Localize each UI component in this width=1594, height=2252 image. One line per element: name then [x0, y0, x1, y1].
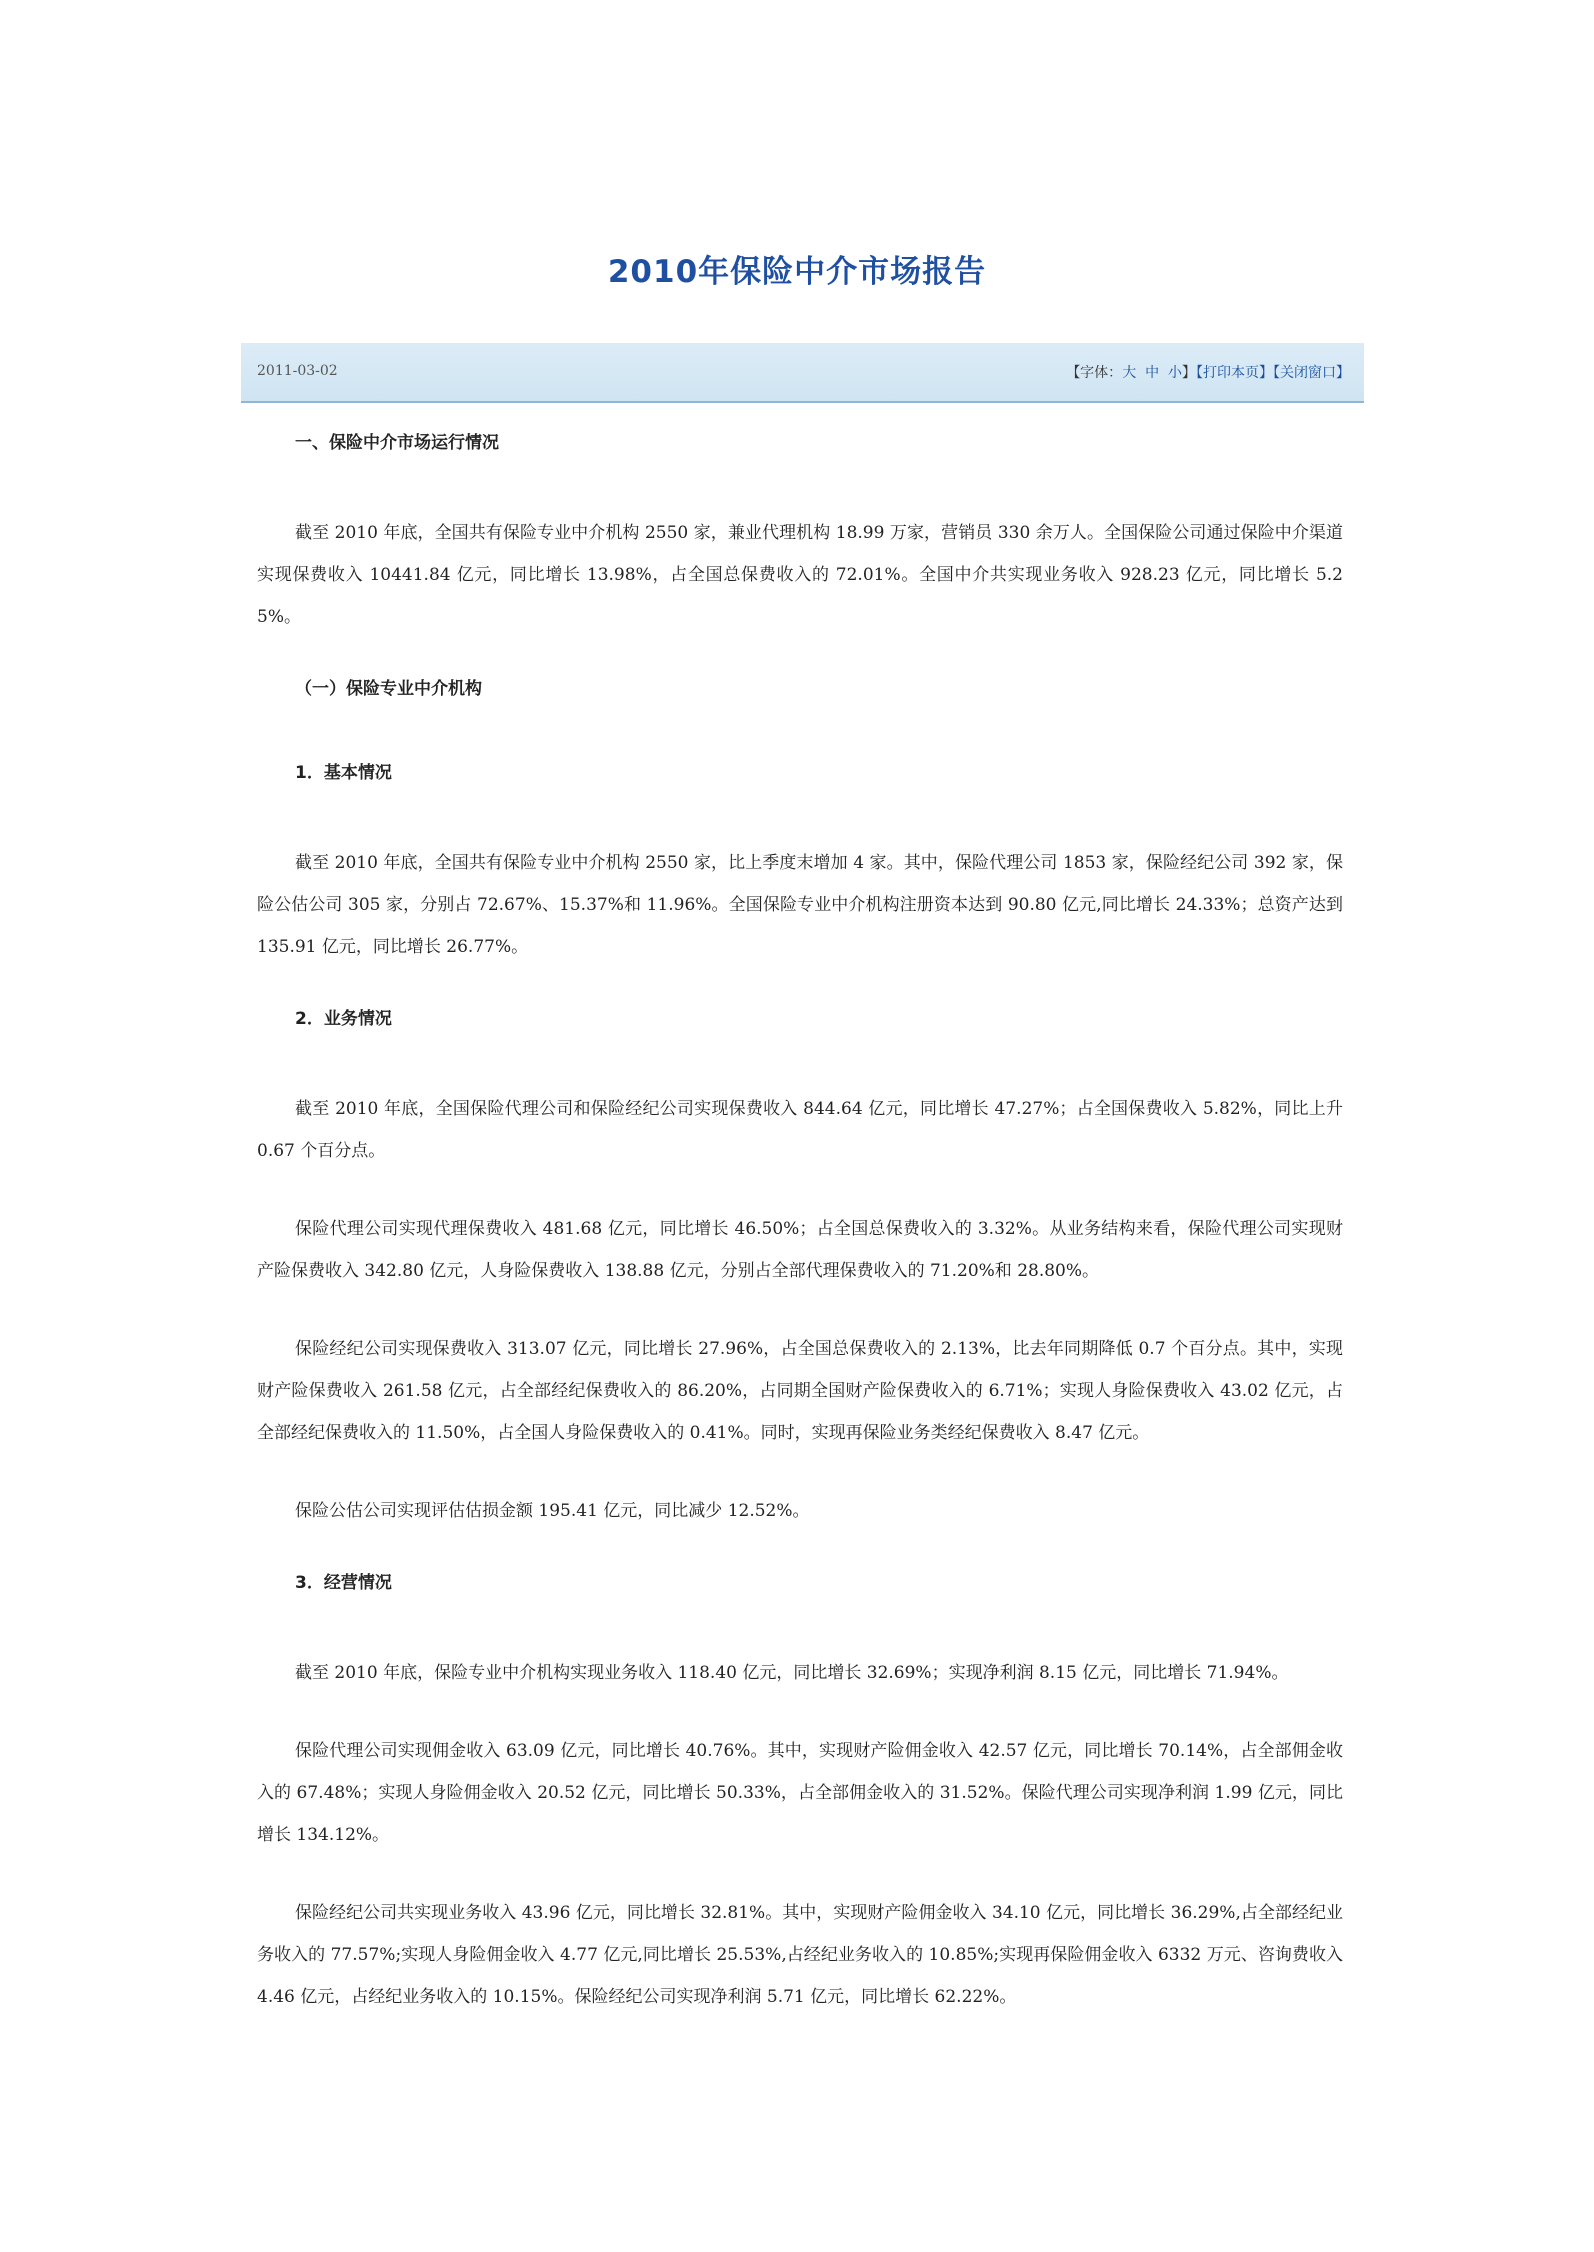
paragraph: 保险代理公司实现佣金收入 63.09 亿元，同比增长 40.76%。其中，实现财产险佣金收入 42.57 亿元，同比增长 70.14%，占全部佣金收入的 67.48%；实现人身险佣金收入 20.52 亿元，同比增长 50.33%，占全部佣金收入的 31.52%。保险代理公司实现净利润 1.99 亿元，同比增长 134.12%。 — [257, 1741, 1343, 1845]
article-meta-bar — [241, 343, 1364, 403]
paragraph: 截至 2010 年底，全国共有保险专业中介机构 2550 家，兼业代理机构 18.99 万家，营销员 330 余万人。全国保险公司通过保险中介渠道实现保费收入 10441.84 亿元，同比增长 13.98%，占全国总保费收入的 72.01%。全国中介共实现业务收入 928.23 亿元，同比增长 5.25%。 — [257, 523, 1343, 627]
page-title: 2010年保险中介市场报告 — [607, 254, 987, 290]
subsection-heading: 3．经营情况 — [295, 1573, 392, 1593]
close-window-link[interactable]: 【关闭窗口】 — [1273, 365, 1350, 381]
paragraph: 保险公估公司实现评估估损金额 195.41 亿元，同比减少 12.52%。 — [295, 1501, 810, 1521]
subsection-heading: （一）保险专业中介机构 — [295, 679, 482, 699]
article-body — [257, 428, 1343, 2054]
paragraph: 截至 2010 年底，全国保险代理公司和保险经纪公司实现保费收入 844.64 亿元，同比增长 47.27%；占全国保费收入 5.82%，同比上升 0.67 个百分点。 — [257, 1099, 1343, 1161]
font-size-close-bracket: 】 — [1182, 365, 1196, 381]
article-tools — [1066, 362, 1350, 382]
section-heading: 一、保险中介市场运行情况 — [295, 433, 499, 453]
paragraph: 保险代理公司实现代理保费收入 481.68 亿元，同比增长 46.50%；占全国总保费收入的 3.32%。从业务结构来看，保险代理公司实现财产险保费收入 342.80 亿元，人身险保费收入 138.88 亿元，分别占全部代理保费收入的 71.20%和 28.80%。 — [257, 1219, 1343, 1281]
font-size-label: 【字体： — [1066, 365, 1123, 381]
print-page-link[interactable]: 【打印本页】 — [1196, 365, 1273, 381]
font-large-link[interactable]: 大 — [1122, 365, 1137, 381]
font-small-link[interactable]: 小 — [1168, 365, 1182, 381]
paragraph: 保险经纪公司共实现业务收入 43.96 亿元，同比增长 32.81%。其中，实现财产险佣金收入 34.10 亿元，同比增长 36.29%,占全部经纪业务收入的 77.57%;实现人身险佣金收入 4.77 亿元,同比增长 25.53%,占经纪业务收入的 10.85%;实现再保险佣金收入 6332 万元、咨询费收入 4.46 亿元，占经纪业务收入的 10.15%。保险经纪公司实现净利润 5.71 亿元，同比增长 62.22%。 — [257, 1903, 1343, 2007]
paragraph: 截至 2010 年底，保险专业中介机构实现业务收入 118.40 亿元，同比增长 32.69%；实现净利润 8.15 亿元，同比增长 71.94%。 — [295, 1663, 1289, 1683]
subsection-heading: 1．基本情况 — [295, 763, 392, 783]
paragraph: 截至 2010 年底，全国共有保险专业中介机构 2550 家，比上季度末增加 4 家。其中，保险代理公司 1853 家，保险经纪公司 392 家，保险公估公司 305 家，分别占 72.67%、15.37%和 11.96%。全国保险专业中介机构注册资本达到 90.80 亿元,同比增长 24.33%；总资产达到 135.91 亿元，同比增长 26.77%。 — [257, 853, 1343, 957]
publish-date: 2011-03-02 — [257, 363, 338, 379]
font-medium-link[interactable]: 中 — [1145, 365, 1160, 381]
subsection-heading: 2．业务情况 — [295, 1009, 392, 1029]
paragraph: 保险经纪公司实现保费收入 313.07 亿元，同比增长 27.96%，占全国总保费收入的 2.13%，比去年同期降低 0.7 个百分点。其中，实现财产险保费收入 261.58 亿元，占全部经纪保费收入的 86.20%，占同期全国财产险保费收入的 6.71%；实现人身险保费收入 43.02 亿元，占全部经纪保费收入的 11.50%，占全国人身险保费收入的 0.41%。同时，实现再保险业务类经纪保费收入 8.47 亿元。 — [257, 1339, 1343, 1443]
